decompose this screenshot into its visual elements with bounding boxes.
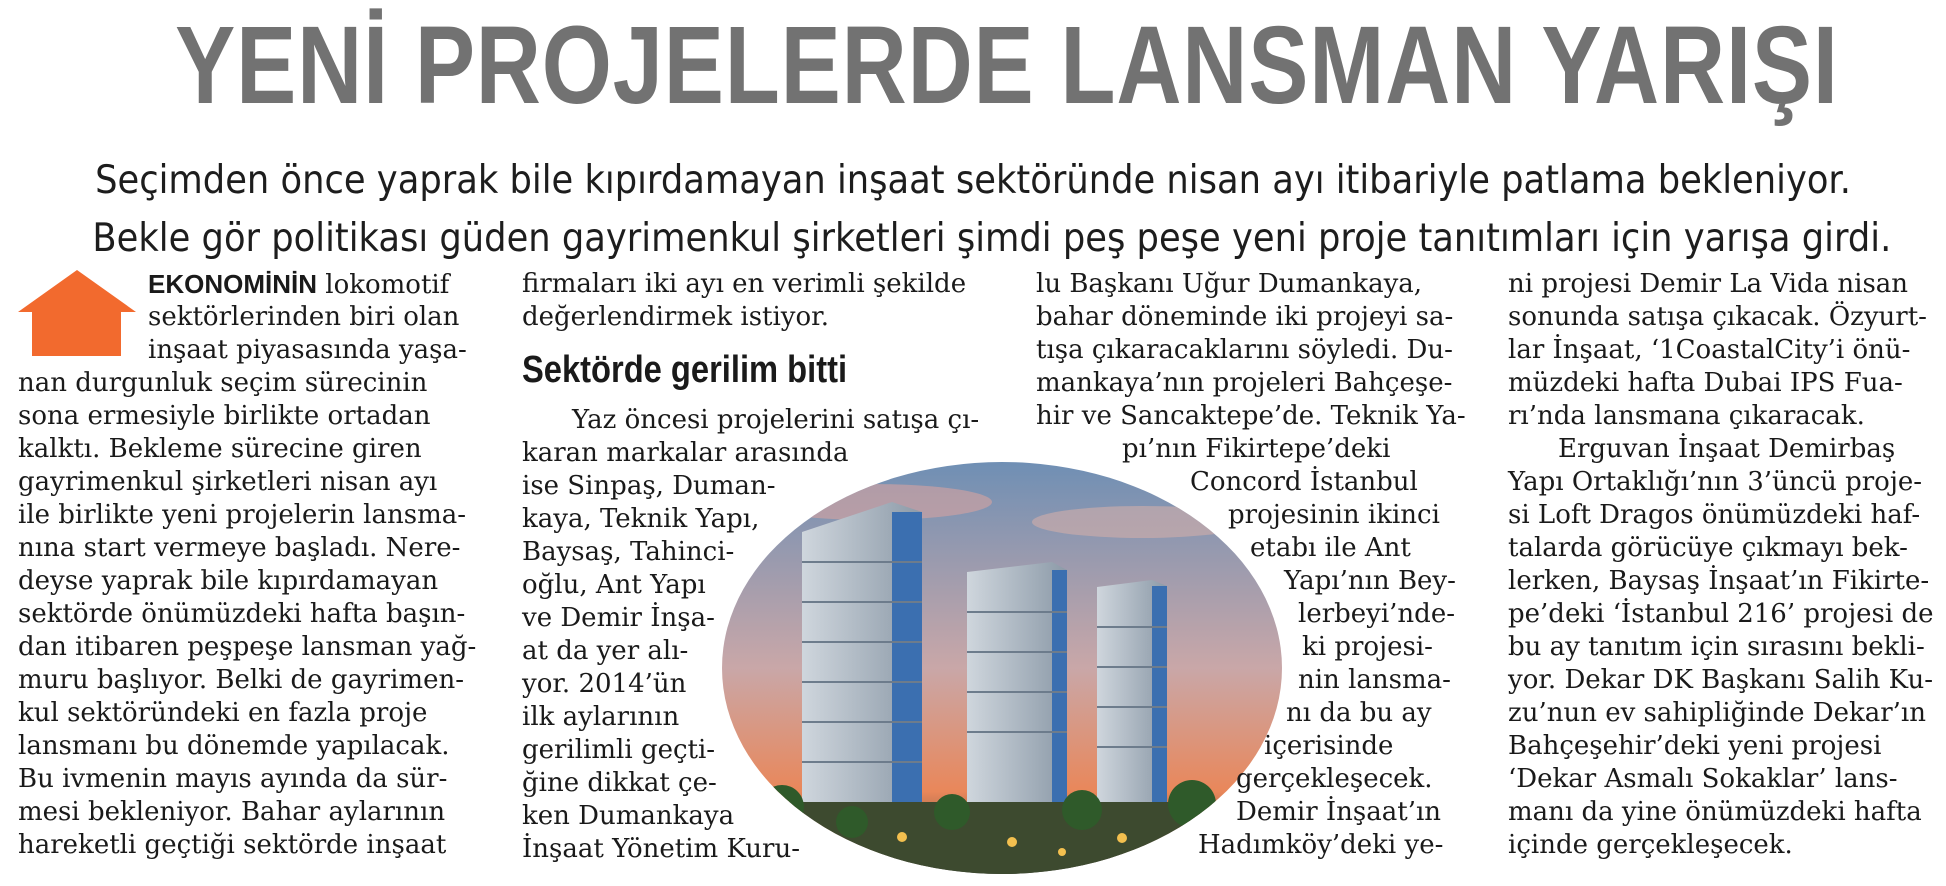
body-line: lerken, Baysaş İnşaat’ın Fikirte- xyxy=(1508,566,1930,596)
body-line: yor. Dekar DK Başkanı Salih Ku- xyxy=(1508,665,1934,695)
body-line: deyse yaprak bile kıpırdamayan xyxy=(18,566,439,596)
body-line: içerisinde xyxy=(1264,731,1394,761)
body-line: dan itibaren peşpeşe lansman yağ- xyxy=(18,632,477,662)
article-column-3 xyxy=(1036,268,1476,862)
body-line: gayrimenkul şirketleri nisan ayı xyxy=(18,467,438,497)
body-line: lansmanı bu dönemde yapılacak. xyxy=(18,731,450,761)
body-line: inşaat piyasasında yaşa- xyxy=(148,335,467,365)
body-line: gerçekleşecek. xyxy=(1236,764,1433,794)
body-line: pe’deki ‘İstanbul 216’ projesi de xyxy=(1508,599,1934,629)
body-line: ki projesi- xyxy=(1302,632,1433,662)
body-line: ilk aylarının xyxy=(522,702,680,732)
body-line: lar İnşaat, ‘1CoastalCity’i önü- xyxy=(1508,335,1911,365)
body-line: nı da bu ay xyxy=(1286,698,1432,728)
body-line: ğine dikkat çe- xyxy=(522,768,717,798)
body-line: ve Demir İnşa- xyxy=(522,603,715,633)
body-line: Demir İnşaat’ın xyxy=(1236,797,1442,827)
body-line: İnşaat Yönetim Kuru- xyxy=(522,834,801,864)
body-line: sonunda satışa çıkacak. Özyurt- xyxy=(1508,302,1927,332)
body-line: tışa çıkaracaklarını söyledi. Du- xyxy=(1036,335,1453,365)
body-line: nin lansma- xyxy=(1298,665,1451,695)
body-line: nan durgunluk seçim sürecinin xyxy=(18,368,428,398)
body-line: sektörde önümüzdeki hafta başın- xyxy=(18,599,466,629)
body-line: hareketli geçtiği sektörde inşaat xyxy=(18,830,447,860)
deck-line: Seçimden önce yaprak bile kıpırdamayan inşaat sektöründe nisan ayı itibariyle patlama bekleniyor. xyxy=(95,158,1851,203)
body-line: zu’nun ev sahipliğinde Dekar’ın xyxy=(1508,698,1926,728)
deck xyxy=(0,152,1946,268)
body-line: etabı ile Ant xyxy=(1250,533,1411,563)
body-line: ni projesi Demir La Vida nisan xyxy=(1508,269,1909,299)
body-line: Yapı Ortaklığı’nın 3’üncü proje- xyxy=(1508,467,1923,497)
body-line: hir ve Sancaktepe’de. Teknik Ya- xyxy=(1036,401,1466,431)
body-line: projesinin ikinci xyxy=(1228,500,1440,530)
kicker: EKONOMİNİN xyxy=(148,269,317,299)
body-line: ile birlikte yeni projelerin lansma- xyxy=(18,500,467,530)
body-text: lokomotif xyxy=(317,270,450,300)
body-line: kul sektöründeki en fazla proje xyxy=(18,698,428,728)
body-line: sektörlerinden biri olan xyxy=(148,302,460,332)
body-line: rı’nda lansmana çıkaracak. xyxy=(1508,401,1865,431)
body-line: ise Sinpaş, Duman- xyxy=(522,471,776,501)
body-line: at da yer alı- xyxy=(522,636,689,666)
headline: YENİ PROJELERDE LANSMAN YARIŞI xyxy=(175,4,1839,127)
body-line: Bahçeşehir’deki yeni projesi xyxy=(1508,731,1882,761)
subheading: Sektörde gerilim bitti xyxy=(522,349,848,391)
body-line: karan markalar arasında xyxy=(522,438,849,468)
body-line: ken Dumankaya xyxy=(522,801,735,831)
body-line: gerilimli geçti- xyxy=(522,735,716,765)
body-line: ‘Dekar Asmalı Sokaklar’ lans- xyxy=(1508,764,1898,794)
body-line: bu ay tanıtım için sırasını bekli- xyxy=(1508,632,1925,662)
body-line: nına start vermeye başladı. Nere- xyxy=(18,533,461,563)
body-line: Bu ivmenin mayıs ayında da sür- xyxy=(18,764,448,794)
body-line: kaya, Teknik Yapı, xyxy=(522,504,760,534)
body-line: Hadımköy’deki ye- xyxy=(1198,830,1444,860)
body-line: si Loft Dragos önümüzdeki haf- xyxy=(1508,500,1921,530)
body-line: Yaz öncesi projelerini satışa çı- xyxy=(572,405,980,435)
body-line: bahar döneminde iki projeyi sa- xyxy=(1036,302,1454,332)
deck-line: Bekle gör politikası güden gayrimenkul şirketleri şimdi peş peşe yeni proje tanıtımları için yarışa girdi. xyxy=(92,216,1892,261)
body-line: içinde gerçekleşecek. xyxy=(1508,830,1793,860)
body-line: müzdeki hafta Dubai IPS Fua- xyxy=(1508,368,1903,398)
body-line: Yapı’nın Bey- xyxy=(1284,566,1456,596)
body-line xyxy=(18,268,450,301)
body-line: kalktı. Bekleme sürecine giren xyxy=(18,434,422,464)
body-line: yor. 2014’ün xyxy=(522,669,687,699)
body-line: firmaları iki ayı en verimli şekilde xyxy=(522,269,967,299)
body-line: talarda görücüye çıkmayı bek- xyxy=(1508,533,1908,563)
body-line: mesi bekleniyor. Bahar aylarının xyxy=(18,797,446,827)
body-line: lerbeyi’nde- xyxy=(1298,599,1455,629)
body-line: lu Başkanı Uğur Dumankaya, xyxy=(1036,269,1423,299)
body-line: mankaya’nın projeleri Bahçeşe- xyxy=(1036,368,1453,398)
body-line: sona ermesiyle birlikte ortadan xyxy=(18,401,431,431)
article-column-1 xyxy=(18,268,477,862)
body-line: değerlendirmek istiyor. xyxy=(522,302,829,332)
body-line: oğlu, Ant Yapı xyxy=(522,570,706,600)
body-line: manı da yine önümüzdeki hafta xyxy=(1508,797,1922,827)
body-line: muru başlıyor. Belki de gayrimen- xyxy=(18,665,464,695)
body-line: Erguvan İnşaat Demirbaş xyxy=(1558,434,1896,464)
body-line: pı’nın Fikirtepe’deki xyxy=(1122,434,1391,464)
body-line: Baysaş, Tahinci- xyxy=(522,537,735,567)
article-column-4 xyxy=(1508,268,1938,862)
body-line: Concord İstanbul xyxy=(1190,467,1418,497)
